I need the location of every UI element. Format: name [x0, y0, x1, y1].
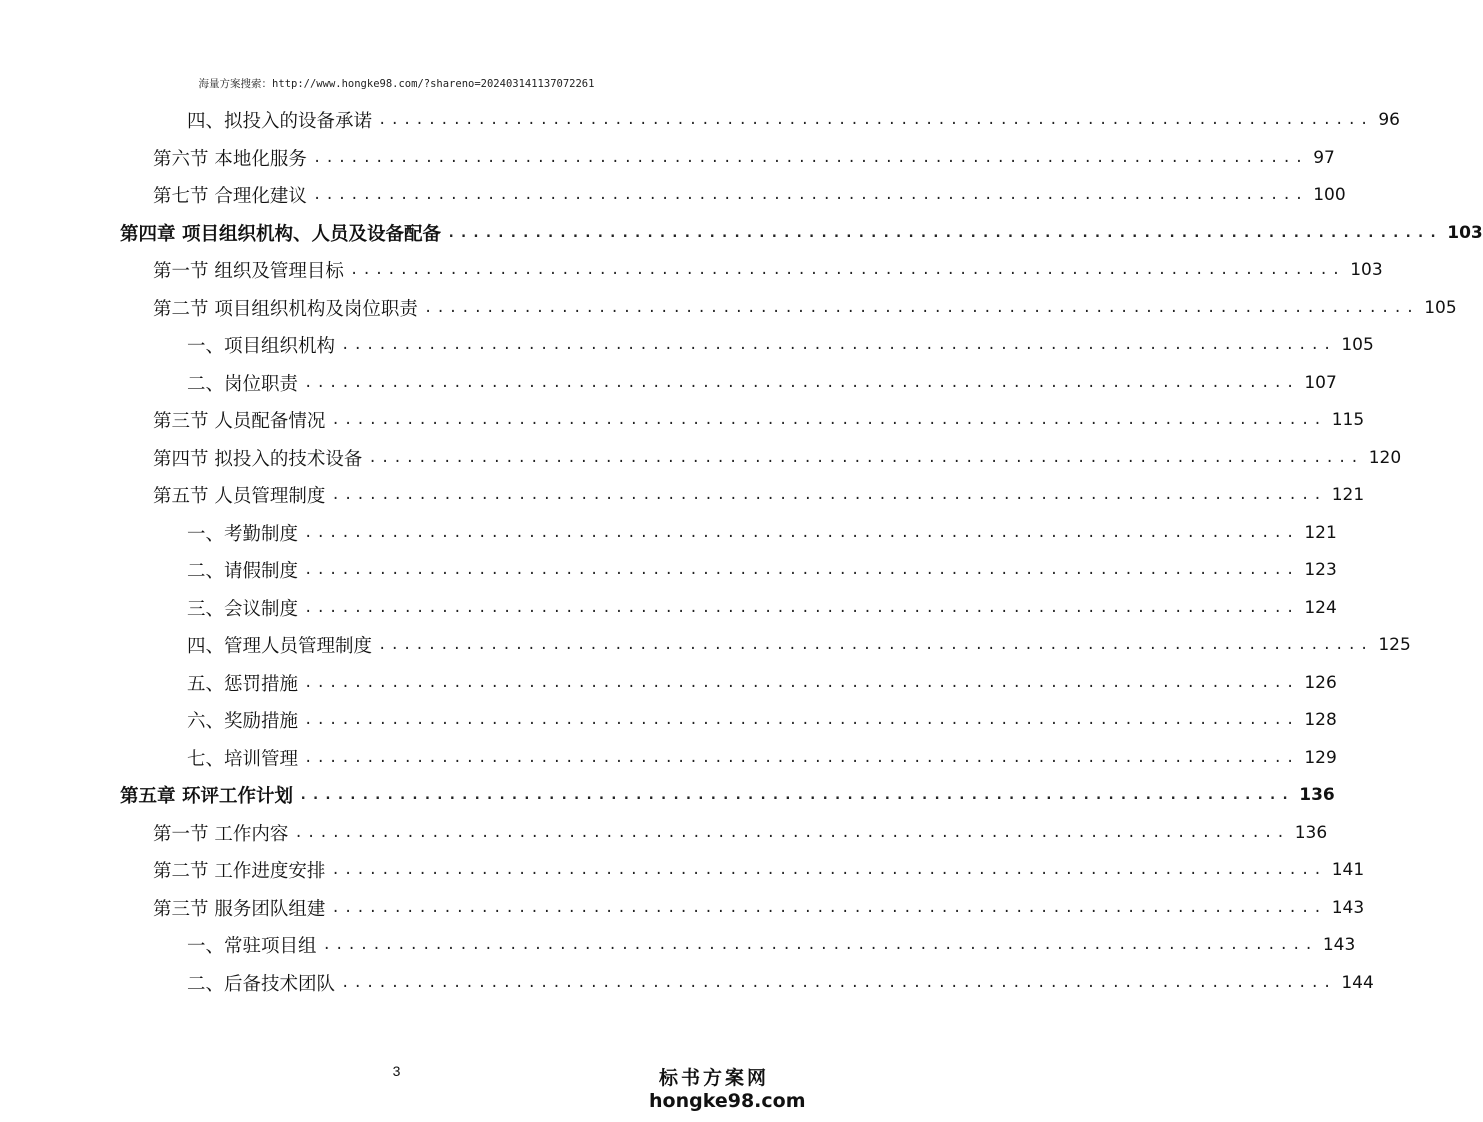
toc-subsection-row[interactable]: [187, 930, 1356, 960]
toc-subsection-row[interactable]: [187, 593, 1337, 623]
toc-entry-page: 141: [1331, 860, 1365, 880]
toc-section-row[interactable]: [153, 855, 1365, 885]
toc-entry-title: 五、惩罚措施: [187, 673, 299, 695]
toc-leader-dots: ................................................................................: [304, 562, 1299, 578]
toc-entry-title: 一、考勤制度: [187, 523, 299, 545]
toc-entry-page: 128: [1304, 710, 1337, 730]
toc-entry-page: 144: [1341, 972, 1374, 993]
toc-leader-dots: ................................................................................: [378, 637, 1373, 653]
toc-entry-title: 第一节 组织及管理目标: [153, 261, 344, 282]
toc-entry-page: 103: [1350, 260, 1383, 280]
toc-entry-title: 第三节 服务团队组建: [153, 898, 326, 920]
toc-entry-page: 103: [1447, 222, 1483, 243]
watermark-en: hongke98.com: [649, 1090, 806, 1112]
toc-chapter-row[interactable]: [120, 218, 1483, 248]
watermark-logo: [649, 1066, 806, 1112]
toc-entry-title: 第五章 环评工作计划: [120, 786, 293, 807]
toc-entry-page: 121: [1331, 485, 1365, 505]
toc-subsection-row[interactable]: [187, 630, 1411, 660]
toc-section-row[interactable]: [153, 405, 1365, 435]
toc-leader-dots: ................................................................................: [294, 824, 1289, 841]
toc-subsection-row[interactable]: [187, 368, 1337, 398]
toc-leader-dots: ................................................................................: [304, 599, 1299, 616]
toc-leader-dots: ................................................................................: [331, 412, 1326, 428]
toc-entry-page: 121: [1304, 522, 1337, 543]
toc-entry-title: 第四章 项目组织机构、人员及设备配备: [120, 223, 441, 245]
watermark-cn: 标书方案网: [658, 1067, 769, 1089]
toc-leader-dots: ................................................................................: [331, 899, 1326, 916]
toc-leader-dots: ................................................................................: [304, 524, 1299, 541]
toc-section-row[interactable]: [153, 293, 1457, 323]
toc-entry-page: 136: [1294, 822, 1328, 843]
toc-leader-dots: ................................................................................: [446, 224, 1442, 241]
toc-leader-dots: ................................................................................: [304, 374, 1299, 391]
toc-entry-title: 第二节 工作进度安排: [153, 861, 326, 882]
toc-leader-dots: ................................................................................: [331, 487, 1326, 503]
toc-entry-page: 136: [1299, 785, 1335, 805]
toc-entry-page: 96: [1378, 110, 1400, 130]
toc-section-row[interactable]: [153, 893, 1365, 923]
toc-subsection-row[interactable]: [187, 518, 1337, 548]
toc-entry-page: 126: [1304, 672, 1337, 693]
toc-entry-title: 一、项目组织机构: [187, 336, 336, 357]
toc-entry-title: 第六节 本地化服务: [153, 148, 307, 170]
toc-entry-title: 七、培训管理: [187, 748, 299, 770]
toc-subsection-row[interactable]: [187, 668, 1337, 698]
toc-subsection-row[interactable]: [187, 743, 1337, 773]
toc-entry-title: 六、奖励措施: [187, 711, 299, 732]
toc-entry-page: 125: [1378, 635, 1411, 655]
toc-section-row[interactable]: [153, 818, 1328, 848]
toc-entry-page: 97: [1313, 147, 1335, 168]
page-number: 3: [392, 1063, 401, 1079]
toc-entry-page: 143: [1331, 897, 1365, 918]
toc-entry-page: 105: [1341, 335, 1374, 355]
toc-subsection-row[interactable]: [187, 555, 1337, 585]
toc-entry-title: 四、拟投入的设备承诺: [187, 111, 373, 132]
toc-entry-page: 107: [1304, 372, 1337, 393]
toc-entry-title: 二、后备技术团队: [187, 973, 336, 995]
toc-chapter-row[interactable]: [120, 780, 1335, 810]
toc-entry-page: 105: [1424, 297, 1457, 318]
toc-leader-dots: ................................................................................: [378, 112, 1373, 128]
toc-entry-title: 第二节 项目组织机构及岗位职责: [153, 298, 418, 320]
toc-section-row[interactable]: [153, 180, 1346, 210]
toc-leader-dots: ................................................................................: [304, 712, 1299, 728]
toc-entry-page: 120: [1368, 447, 1402, 468]
toc-section-row[interactable]: [153, 443, 1402, 473]
toc-entry-page: 143: [1322, 935, 1356, 955]
toc-entry-page: 115: [1331, 410, 1365, 430]
toc-entry-title: 三、会议制度: [187, 598, 299, 620]
toc-subsection-row[interactable]: [187, 105, 1400, 135]
toc-entry-title: 二、请假制度: [187, 561, 299, 582]
toc-leader-dots: ................................................................................: [304, 674, 1299, 691]
toc-leader-dots: ................................................................................: [304, 749, 1299, 766]
toc-entry-page: 129: [1304, 747, 1337, 768]
toc-leader-dots: ................................................................................: [368, 449, 1363, 466]
toc-entry-title: 第四节 拟投入的技术设备: [153, 448, 363, 470]
toc-leader-dots: ................................................................................: [322, 937, 1317, 953]
toc-entry-title: 第七节 合理化建议: [153, 186, 307, 207]
toc-entry-title: 一、常驻项目组: [187, 936, 317, 957]
toc-leader-dots: ................................................................................: [312, 149, 1308, 166]
toc-entry-title: 第一节 工作内容: [153, 823, 289, 845]
header-url: 海量方案搜索：http://www.hongke98.com/?shareno=202403141137072261: [198, 78, 595, 90]
toc-section-row[interactable]: [153, 480, 1365, 510]
toc-subsection-row[interactable]: [187, 330, 1374, 360]
toc-entry-title: 第五节 人员管理制度: [153, 486, 326, 507]
toc-leader-dots: ................................................................................: [312, 187, 1308, 203]
toc-leader-dots: ................................................................................: [341, 974, 1336, 991]
toc-entry-page: 100: [1313, 185, 1346, 205]
toc-entry-title: 二、岗位职责: [187, 373, 299, 395]
toc-entry-title: 四、管理人员管理制度: [187, 636, 373, 657]
toc-entry-page: 124: [1304, 597, 1337, 618]
toc-entry-title: 第三节 人员配备情况: [153, 411, 326, 432]
toc-subsection-row[interactable]: [187, 968, 1374, 998]
toc-section-row[interactable]: [153, 143, 1335, 173]
toc-leader-dots: ................................................................................: [349, 262, 1345, 278]
toc-entry-page: 123: [1304, 560, 1337, 580]
toc-subsection-row[interactable]: [187, 705, 1337, 735]
toc-leader-dots: ................................................................................: [341, 337, 1336, 353]
toc-section-row[interactable]: [153, 255, 1383, 285]
toc-leader-dots: ................................................................................: [298, 787, 1294, 803]
toc-leader-dots: ................................................................................: [331, 862, 1326, 878]
toc-leader-dots: ................................................................................: [423, 299, 1419, 316]
